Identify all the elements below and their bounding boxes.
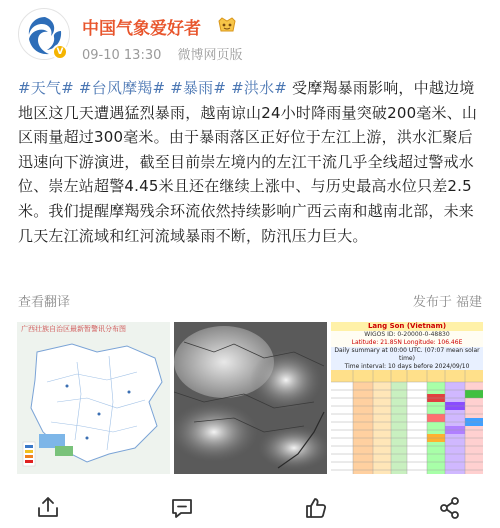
post-source: 微博网页版 [177, 48, 243, 63]
comment-icon[interactable] [168, 494, 196, 522]
warning-map-graphic [17, 322, 170, 474]
fan-badge-icon [217, 15, 237, 33]
image-satellite[interactable] [174, 322, 327, 474]
table-cells-graphic [331, 370, 483, 474]
map-title: 广西壮族自治区最新暂警讯分布图 [21, 325, 126, 333]
table-wigos: WIGOS ID: 0-20000-0-48830 [364, 331, 450, 338]
satellite-graphic [174, 322, 327, 474]
image-warning-map[interactable] [17, 322, 170, 474]
hashtag-typhoon[interactable]: #台风摩羯# [78, 79, 166, 97]
table-interval: Time interval: 10 days before 2024/09/10 [331, 363, 483, 371]
table-summary: Daily summary at 00:00 UTC. (07:07 mean solar time) [331, 347, 483, 363]
image-data-table[interactable] [331, 322, 483, 474]
post-header [0, 0, 500, 70]
post-body [18, 76, 484, 248]
like-icon[interactable] [302, 494, 330, 522]
table-station: Lang Son (Vietnam) [331, 322, 483, 331]
table-coords: Latitude: 21.85N Longitude: 106.46E [351, 339, 463, 346]
hashtag-rainstorm[interactable]: #暴雨# [170, 79, 227, 97]
hashtag-flood[interactable]: #洪水# [231, 79, 288, 97]
more-icon[interactable] [436, 494, 464, 522]
share-icon[interactable] [34, 494, 62, 522]
post-meta [82, 44, 255, 63]
action-bar [0, 488, 500, 528]
hashtag-weather[interactable]: #天气# [18, 79, 74, 97]
post-location: 发布于 福建 [412, 295, 482, 310]
post-time: 09-10 13:30 [82, 48, 162, 63]
author-name[interactable]: 中国气象爱好者 [82, 19, 201, 39]
verified-v-icon: V [52, 44, 68, 60]
translate-link[interactable]: 查看翻译 [18, 295, 71, 310]
post-text: 受摩羯暴雨影响，中越边境地区这几天遭遇猛烈暴雨，越南谅山24小时降雨量突破200毫米、山区雨量超过300毫米。由于暴雨落区正好位于左江上游，洪水汇聚后迅速向下游演进，截至目前崇左境内的左江干流几乎全线超过警戒水位、崇左站超警4.45米且还在继续上涨中、与历史最高水位只差2.5米。我们提醒摩羯残余环流依然持续影响广西云南和越南北部，未来几天左江流域和红河流域暴雨不断，防汛压力巨大。 [18, 79, 478, 245]
